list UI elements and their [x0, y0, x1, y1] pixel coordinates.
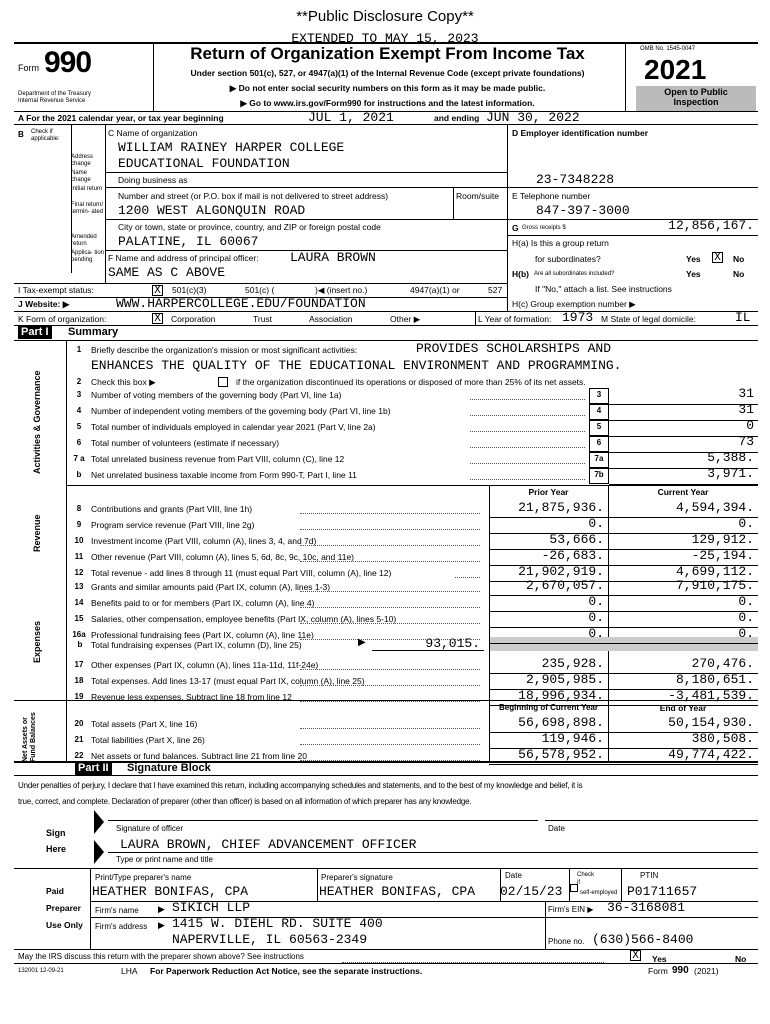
irs-discuss-question: May the IRS discuss this return with the preparer shown above? See instructions	[18, 952, 304, 961]
hb-no-label[interactable]: No	[733, 269, 745, 279]
expense-current-year: 7,910,175.	[675, 578, 754, 593]
g-label: G	[512, 223, 519, 233]
inspection: Inspection	[673, 97, 719, 107]
state-domicile-label: M State of legal domicile:	[601, 314, 696, 324]
preparer-signature: HEATHER BONIFAS, CPA	[319, 884, 476, 899]
principal-officer-name: LAURA BROWN	[290, 250, 376, 265]
ag-line-number: 7 a	[73, 454, 85, 463]
net-assets-side-label: Net Assets or Fund Balances	[22, 712, 37, 762]
attach-list-note: If "No," attach a list. See instructions	[535, 284, 672, 294]
ptin-label: PTIN	[640, 871, 659, 880]
year-formation-label: L Year of formation:	[478, 314, 552, 324]
group-return-label: H(a) Is this a group return	[512, 238, 609, 248]
net-assets-line-number: 22	[74, 751, 84, 760]
here-label: Here	[46, 844, 67, 854]
tax-year-label: A For the 2021 calendar year, or tax year beginning	[18, 113, 224, 123]
ag-line-number: 3	[76, 390, 82, 399]
501c3-label: 501(c)(3)	[172, 285, 207, 295]
net-assets-line-text: Net assets or fund balances. Subtract line 21 from line 20	[91, 751, 307, 761]
amended-return-option[interactable]: Amended return	[71, 234, 97, 247]
telephone-value: 847-397-3000	[536, 203, 630, 218]
revenue-line-number: 10	[74, 536, 84, 545]
website-label: J Website: ▶	[18, 299, 70, 309]
ag-line-box: 7b	[594, 470, 604, 479]
expense-line-number: 16a	[72, 630, 86, 639]
ag-line-text: Total number of volunteers (estimate if necessary)	[91, 438, 280, 448]
revenue-prior-year: 53,666.	[549, 532, 604, 547]
expense-total-line-number: 17	[74, 660, 84, 669]
net-assets-line-text: Total assets (Part X, line 16)	[91, 719, 198, 729]
final-return-option[interactable]: Final return/ termin- ated	[71, 202, 104, 215]
application-pending-option[interactable]: Applica- tion pending	[71, 250, 105, 263]
firm-ein-label: Firm's EIN ▶	[548, 905, 594, 914]
expense-line-text: Grants and similar amounts paid (Part IX, column (A), lines 1-3)	[91, 582, 331, 592]
ag-line-value: 31	[738, 402, 754, 417]
net-assets-current-year: 380,508.	[691, 731, 754, 746]
part2-title: Signature Block	[127, 762, 211, 774]
omb-number: OMB No. 1545-0047	[640, 46, 696, 52]
address-change-option[interactable]: Address change	[71, 154, 94, 167]
revenue-prior-year: -26,683.	[541, 548, 604, 563]
revenue-prior-year: 0.	[588, 516, 604, 531]
tax-year-begin: JUL 1, 2021	[308, 110, 394, 125]
paid-label: Paid	[46, 886, 64, 896]
ssn-warning: ▶ Do not enter social security numbers on this form as it may be made public.	[229, 83, 546, 93]
type-name-label: Type or print name and title	[116, 855, 213, 864]
expense-total-line-number: 18	[74, 676, 84, 685]
subordinates-included-label: Are all subordinates included?	[534, 271, 615, 277]
ha-no-label: No	[733, 254, 745, 264]
ag-line-number: 5	[76, 422, 82, 431]
expenses-side-label: Expenses	[32, 620, 42, 663]
public-disclosure-copy: **Public Disclosure Copy**	[296, 8, 474, 25]
expense-total-line-text: Other expenses (Part IX, column (A), lines 11a-11d, 11f-24e)	[91, 660, 319, 670]
check-if-applicable: Check if applicable:	[31, 129, 60, 142]
ag-line-text: Net unrelated business taxable income from Form 990-T, Part I, line 11	[91, 470, 357, 480]
expense-total-current-year: 8,180,651.	[675, 672, 754, 687]
expense-prior-year: 0.	[588, 594, 604, 609]
line16b-text: Total fundraising expenses (Part IX, column (D), line 25)	[91, 640, 302, 650]
expense-line-number: 13	[74, 582, 84, 591]
revenue-current-year: 4,699,112.	[675, 564, 754, 579]
preparer-date-label: Date	[505, 871, 522, 880]
sign-label: Sign	[46, 828, 66, 838]
ag-line-number: 6	[76, 438, 82, 447]
activities-governance-side-label: Activities & Governance	[32, 370, 42, 474]
discontinued-checkbox[interactable]	[218, 377, 228, 387]
line1-text: Briefly describe the organization's mission or most significant activities:	[91, 345, 358, 355]
ag-line-number: 4	[76, 406, 82, 415]
form-subtitle: Under section 501(c), 527, or 4947(a)(1) of the Internal Revenue Code (except private foundations)	[190, 68, 585, 78]
ag-line-text: Total unrelated business revenue from Part VIII, column (C), line 12	[91, 454, 345, 464]
street-label: Number and street (or P.O. box if mail is not delivered to street address)	[118, 191, 389, 201]
501c3-checkbox[interactable]: X	[152, 285, 163, 296]
city-label: City or town, state or province, country, and ZIP or foreign postal code	[118, 222, 381, 232]
revenue-line-number: 8	[76, 504, 82, 513]
expense-prior-year: 2,670,057.	[525, 578, 604, 593]
4947-label: 4947(a)(1) or	[410, 285, 460, 295]
section-b-label: B	[18, 130, 24, 139]
preparer-date: 02/15/23	[500, 884, 563, 899]
net-assets-current-year: 49,774,422.	[668, 747, 754, 762]
website-url[interactable]: WWW.HARPERCOLLEGE.EDU/FOUNDATION	[116, 296, 366, 311]
discuss-no-label[interactable]: No	[735, 954, 747, 964]
firm-name-label: Firm's name	[95, 906, 139, 915]
lha-label: LHA	[121, 966, 138, 976]
revenue-line-text: Program service revenue (Part VIII, line 2g)	[91, 520, 255, 530]
check-label: Check	[577, 872, 595, 878]
expense-total-line-text: Revenue less expenses. Subtract line 18 from line 12	[91, 692, 292, 702]
ag-line-box: 3	[596, 390, 602, 399]
expense-prior-year: 0.	[588, 626, 604, 641]
current-year-header: Current Year	[657, 487, 709, 497]
irs-label: Internal Revenue Service	[18, 98, 86, 104]
expense-current-year: 0.	[738, 626, 754, 641]
firm-phone-label: Phone no.	[548, 937, 585, 946]
revenue-line-text: Total revenue - add lines 8 through 11 (must equal Part VIII, column (A), line 12)	[91, 568, 392, 578]
ha-no-checkbox[interactable]: X	[712, 252, 723, 263]
initial-return-option[interactable]: Initial return	[71, 186, 103, 192]
open-public: Open to Public	[664, 87, 728, 97]
firm-name: SIKICH LLP	[172, 900, 251, 915]
revenue-side-label: Revenue	[32, 514, 42, 552]
ag-line-number: b	[76, 470, 82, 479]
ag-line-value: 31	[738, 386, 754, 401]
ag-line-value: 5,388.	[707, 450, 754, 465]
part1-label: Part I	[18, 326, 52, 339]
other-label: Other ▶	[390, 314, 421, 324]
form-of-org-label: K Form of organization:	[18, 314, 107, 324]
preparer-name-label: Print/Type preparer's name	[95, 873, 192, 882]
revenue-line-text: Other revenue (Part VIII, column (A), lines 5, 6d, 8c, 9c, 10c, and 11e)	[91, 552, 354, 562]
revenue-current-year: 129,912.	[691, 532, 754, 547]
expense-current-year: 0.	[738, 594, 754, 609]
footer-form-word: Form	[648, 966, 668, 976]
group-exemption-label: H(c) Group exemption number ▶	[512, 299, 636, 309]
ag-line-box: 5	[596, 422, 602, 431]
line1-number: 1	[76, 345, 82, 354]
ag-line-box: 6	[596, 438, 602, 447]
line2-text: Check this box ▶	[91, 377, 156, 387]
ein-value: 23-7348228	[536, 172, 615, 187]
ag-line-box: 7a	[594, 454, 604, 463]
firm-address-label: Firm's address	[95, 922, 148, 931]
preparer-signature-label: Preparer's signature	[321, 873, 393, 882]
tax-year-end: JUN 30, 2022	[486, 110, 580, 125]
gross-receipts-value: 12,856,167.	[668, 218, 754, 233]
firm-phone: (630)566-8400	[592, 932, 694, 947]
year-formation-value: 1973	[562, 310, 594, 325]
footer-form-number: 990	[672, 965, 689, 976]
ein-label: D Employer identification number	[512, 128, 649, 138]
part1-title: Summary	[68, 326, 119, 338]
form-code: 132001 12-09-21	[18, 968, 64, 974]
preparer-ptin: P01711657	[627, 884, 698, 899]
501c-label: 501(c) (	[245, 285, 275, 295]
line16b-value: 93,015.	[425, 636, 480, 651]
expense-total-line-text: Total expenses. Add lines 13-17 (must equal Part IX, column (A), line 25)	[91, 676, 365, 686]
corporation-label: Corporation	[171, 314, 216, 324]
mission-line2: ENHANCES THE QUALITY OF THE EDUCATIONAL ENVIRONMENT AND PROGRAMMING.	[91, 358, 622, 373]
trust-label: Trust	[253, 314, 273, 324]
revenue-current-year: 0.	[738, 516, 754, 531]
net-assets-line-number: 21	[74, 735, 84, 744]
net-assets-line-text: Total liabilities (Part X, line 26)	[91, 735, 205, 745]
tax-year: 2021	[644, 54, 707, 85]
city-state-zip: PALATINE, IL 60067	[118, 234, 259, 249]
expense-current-year: 0.	[738, 610, 754, 625]
preparer-name: HEATHER BONIFAS, CPA	[92, 884, 249, 899]
ag-line-box: 4	[596, 406, 602, 415]
org-name-label: C Name of organization	[108, 128, 198, 138]
preparer-label: Preparer	[46, 903, 81, 913]
dept-treasury: Department of the Treasury	[18, 91, 92, 97]
expense-total-prior-year: 18,996,934.	[518, 688, 604, 703]
mission-line1: PROVIDES SCHOLARSHIPS AND	[416, 341, 612, 356]
association-label: Association	[309, 314, 353, 324]
ag-line-text: Total number of individuals employed in calendar year 2021 (Part V, line 2a)	[91, 422, 376, 432]
perjury-statement-line2: true, correct, and complete. Declaration of preparer (other than officer) is based on all information of which preparer has any knowledge.	[18, 797, 472, 806]
revenue-current-year: -25,194.	[691, 548, 754, 563]
line2-rest: if the organization discontinued its operations or disposed of more than 25% of its net assets.	[236, 377, 586, 387]
principal-officer-label: F Name and address of principal officer:	[108, 253, 259, 263]
revenue-prior-year: 21,875,936.	[518, 500, 604, 515]
revenue-line-text: Contributions and grants (Part VIII, line 1h)	[91, 504, 253, 514]
firm-address-line1: 1415 W. DIEHL RD. SUITE 400	[172, 916, 383, 931]
tax-exempt-status-label: I Tax-exempt status:	[18, 285, 94, 295]
expense-line-text: Professional fundraising fees (Part IX, column (A), line 11e)	[91, 630, 314, 640]
revenue-line-number: 9	[76, 520, 82, 529]
officer-signature-line[interactable]	[108, 820, 538, 822]
expense-total-prior-year: 2,905,985.	[525, 672, 604, 687]
extension-notice: EXTENDED TO MAY 15, 2023	[291, 31, 479, 46]
discuss-yes-checkbox[interactable]: X	[630, 950, 641, 961]
self-employed-checkbox[interactable]	[570, 884, 578, 892]
net-assets-prior-year: 56,698,898.	[518, 715, 604, 730]
self-employed-label: self-employed	[580, 890, 618, 896]
and-ending-label: and ending	[434, 113, 480, 123]
net-assets-current-year: 50,154,930.	[668, 715, 754, 730]
irs-link[interactable]: ▶ Go to www.irs.gov/Form990 for instructions and the latest information.	[240, 98, 535, 108]
hb-label: H(b)	[512, 269, 529, 279]
expense-total-prior-year: 235,928.	[541, 656, 604, 671]
footer-form-year: (2021)	[694, 966, 719, 976]
gross-receipts-label: Gross receipts $	[522, 225, 566, 231]
hb-yes-label[interactable]: Yes	[686, 269, 701, 279]
corporation-checkbox[interactable]: X	[152, 313, 163, 324]
form-word: Form	[18, 63, 39, 73]
expense-line-number: 14	[74, 598, 84, 607]
firm-ein: 36-3168081	[607, 900, 686, 915]
revenue-line-number: 11	[74, 552, 84, 561]
revenue-line-number: 12	[74, 568, 84, 577]
insert-no-label: )◀ (insert no.)	[315, 285, 368, 295]
expense-total-current-year: 270,476.	[691, 656, 754, 671]
line2-number: 2	[76, 377, 82, 386]
prior-year-header: Prior Year	[528, 487, 569, 497]
officer-name-title: LAURA BROWN, CHIEF ADVANCEMENT OFFICER	[120, 837, 417, 852]
revenue-line-text: Investment income (Part VIII, column (A), lines 3, 4, and 7d)	[91, 536, 317, 546]
street-address: 1200 WEST ALGONQUIN ROAD	[118, 203, 306, 218]
perjury-statement-line1: Under penalties of perjury, I declare that I have examined this return, including accompanying schedules and statements, and to the best of my knowledge and belief, it is	[18, 781, 583, 790]
name-change-option[interactable]: Name change	[71, 170, 91, 183]
sign-date-label: Date	[548, 824, 565, 833]
line16b-number: b	[77, 640, 83, 649]
beginning-year-header: Beginning of Current Year	[499, 703, 598, 712]
part2-label: Part II	[75, 762, 112, 775]
expense-line-text: Salaries, other compensation, employee benefits (Part IX, column (A), lines 5-10)	[91, 614, 397, 624]
ag-line-text: Number of voting members of the governing body (Part VI, line 1a)	[91, 390, 342, 400]
expense-line-number: 15	[74, 614, 84, 623]
ag-line-value: 3,971.	[707, 466, 754, 481]
ag-line-value: 73	[738, 434, 754, 449]
expense-total-current-year: -3,481,539.	[668, 688, 754, 703]
527-label: 527	[488, 285, 503, 295]
ag-line-value: 0	[746, 418, 754, 433]
if-label: if	[577, 880, 580, 886]
firm-address-line2: NAPERVILLE, IL 60563-2349	[172, 932, 368, 947]
principal-officer-address: SAME AS C ABOVE	[108, 265, 226, 280]
telephone-label: E Telephone number	[512, 191, 591, 201]
signature-officer-label: Signature of officer	[116, 824, 184, 833]
paperwork-notice: For Paperwork Reduction Act Notice, see the separate instructions.	[150, 966, 423, 976]
use-only-label: Use Only	[46, 920, 83, 930]
net-assets-prior-year: 56,578,952.	[518, 747, 604, 762]
ag-line-text: Number of independent voting members of the governing body (Part VI, line 1b)	[91, 406, 391, 416]
form-title: Return of Organization Exempt From Income Tax	[190, 44, 585, 63]
for-subordinates-label: for subordinates?	[535, 254, 601, 264]
org-name-line1: WILLIAM RAINEY HARPER COLLEGE	[118, 140, 345, 155]
ha-yes-label: Yes	[686, 254, 701, 264]
expense-prior-year: 0.	[588, 610, 604, 625]
net-assets-line-number: 20	[74, 719, 84, 728]
expense-line-text: Benefits paid to or for members (Part IX, column (A), line 4)	[91, 598, 315, 608]
discuss-yes-label: Yes	[652, 954, 667, 964]
net-assets-prior-year: 119,946.	[541, 731, 604, 746]
state-domicile-value: IL	[735, 310, 751, 325]
room-suite-label: Room/suite	[456, 191, 499, 201]
org-name-line2: EDUCATIONAL FOUNDATION	[118, 156, 290, 171]
revenue-prior-year: 21,902,919.	[518, 564, 604, 579]
expense-total-line-number: 19	[74, 692, 84, 701]
dba-label: Doing business as	[118, 175, 188, 185]
end-year-header: End of Year	[659, 703, 707, 713]
form-number: 990	[44, 46, 92, 79]
revenue-current-year: 4,594,394.	[675, 500, 754, 515]
